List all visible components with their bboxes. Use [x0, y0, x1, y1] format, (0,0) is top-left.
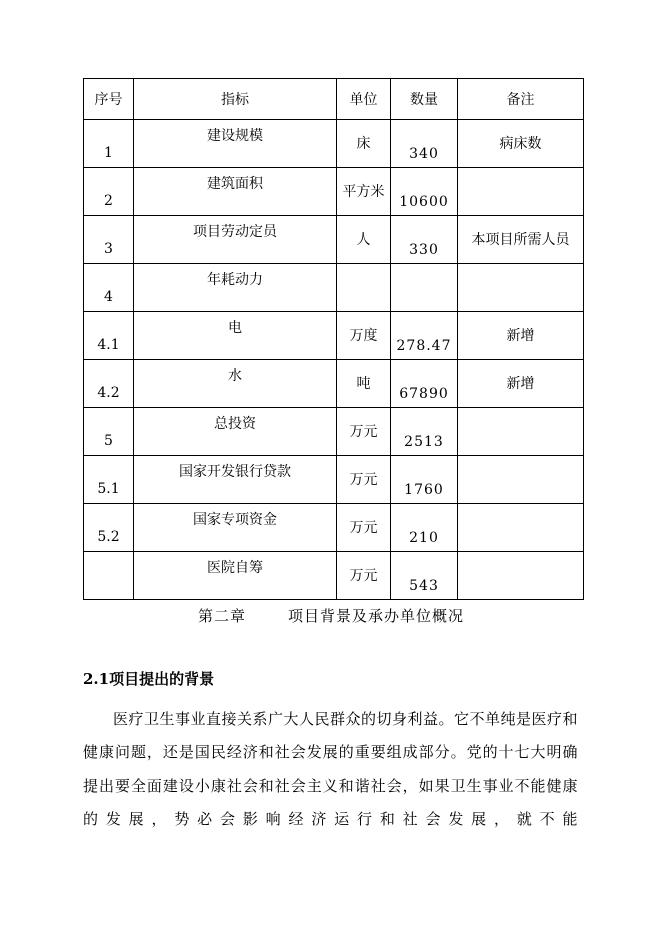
cell-indicator: 国家开发银行贷款 — [134, 456, 337, 504]
cell-quantity: 340 — [391, 120, 458, 168]
cell-quantity: 543 — [391, 552, 458, 600]
cell-unit: 吨 — [337, 360, 391, 408]
cell-unit: 万度 — [337, 312, 391, 360]
cell-quantity: 330 — [391, 216, 458, 264]
cell-no: 4.1 — [84, 312, 134, 360]
cell-unit: 人 — [337, 216, 391, 264]
cell-indicator: 年耗动力 — [134, 264, 337, 312]
cell-no: 5 — [84, 408, 134, 456]
table-row — [84, 264, 584, 312]
cell-quantity — [391, 264, 458, 312]
chapter-heading — [0, 605, 662, 626]
cell-note — [458, 168, 584, 216]
cell-indicator: 总投资 — [134, 408, 337, 456]
cell-unit: 万元 — [337, 504, 391, 552]
cell-quantity: 2513 — [391, 408, 458, 456]
cell-note — [458, 264, 584, 312]
cell-quantity: 1760 — [391, 456, 458, 504]
cell-unit: 平方米 — [337, 168, 391, 216]
cell-indicator: 国家专项资金 — [134, 504, 337, 552]
cell-indicator: 项目劳动定员 — [134, 216, 337, 264]
header-quantity: 数量 — [391, 79, 458, 120]
cell-indicator: 电 — [134, 312, 337, 360]
cell-unit: 万元 — [337, 456, 391, 504]
table-row — [84, 408, 584, 456]
header-unit: 单位 — [337, 79, 391, 120]
cell-note — [458, 504, 584, 552]
cell-no: 2 — [84, 168, 134, 216]
table-row — [84, 456, 584, 504]
table-row — [84, 552, 584, 600]
cell-no: 5.2 — [84, 504, 134, 552]
table-row — [84, 168, 584, 216]
cell-no: 1 — [84, 120, 134, 168]
cell-no: 5.1 — [84, 456, 134, 504]
cell-unit: 万元 — [337, 408, 391, 456]
chapter-title: 项目背景及承办单位概况 — [288, 607, 465, 625]
cell-unit: 床 — [337, 120, 391, 168]
body-paragraph: 医疗卫生事业直接关系广大人民群众的切身利益。它不单纯是医疗和健康问题，还是国民经济和社会发展的重要组成部分。党的十七大明确提出要全面建设小康社会和社会主义和谐社会，如果卫生事业不能健康的发展，势必会影响经济运行和社会发展，就不能 — [83, 710, 579, 828]
table-body — [84, 120, 584, 600]
cell-indicator: 医院自筹 — [134, 552, 337, 600]
cell-indicator: 建筑面积 — [134, 168, 337, 216]
cell-unit — [337, 264, 391, 312]
cell-quantity: 278.47 — [391, 312, 458, 360]
table-row — [84, 216, 584, 264]
table-row — [84, 120, 584, 168]
cell-indicator: 建设规模 — [134, 120, 337, 168]
cell-note — [458, 408, 584, 456]
cell-note: 新增 — [458, 360, 584, 408]
table-header — [84, 79, 584, 120]
cell-quantity: 67890 — [391, 360, 458, 408]
cell-note: 新增 — [458, 312, 584, 360]
table-header-row — [84, 79, 584, 120]
table-row — [84, 504, 584, 552]
header-no: 序号 — [84, 79, 134, 120]
section-title: 2.1项目提出的背景 — [83, 670, 215, 688]
header-indicator: 指标 — [134, 79, 337, 120]
cell-note: 本项目所需人员 — [458, 216, 584, 264]
cell-indicator: 水 — [134, 360, 337, 408]
cell-no — [84, 552, 134, 600]
chapter-number: 第二章 — [197, 607, 246, 625]
cell-no: 3 — [84, 216, 134, 264]
cell-note — [458, 552, 584, 600]
cell-no: 4 — [84, 264, 134, 312]
cell-note — [458, 456, 584, 504]
table-row — [84, 360, 584, 408]
cell-quantity: 10600 — [391, 168, 458, 216]
header-note: 备注 — [458, 79, 584, 120]
cell-quantity: 210 — [391, 504, 458, 552]
cell-no: 4.2 — [84, 360, 134, 408]
cell-note: 病床数 — [458, 120, 584, 168]
cell-unit: 万元 — [337, 552, 391, 600]
project-indicator-table — [83, 78, 584, 600]
table-row — [84, 312, 584, 360]
